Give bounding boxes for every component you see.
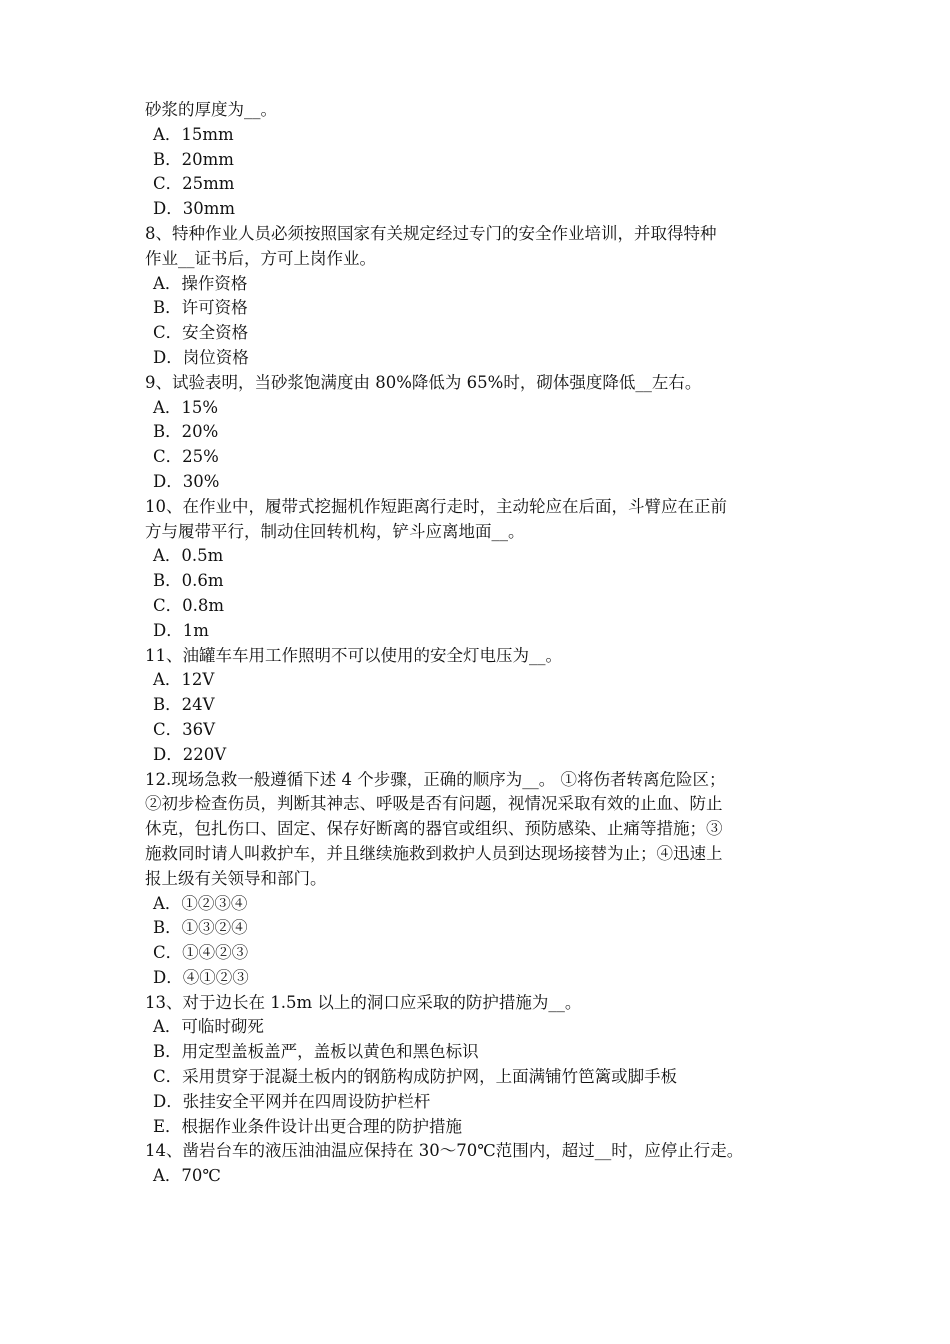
- question-text: ②初步检查伤员，判断其神志、呼吸是否有问题，视情况采取有效的止血、防止: [145, 794, 723, 814]
- answer-option: D．④①②③: [153, 967, 249, 987]
- answer-option: C．25%: [153, 447, 219, 467]
- answer-option: C．采用贯穿于混凝土板内的钢筋构成防护网，上面满铺竹笆篱或脚手板: [153, 1067, 678, 1087]
- answer-option: C．安全资格: [153, 323, 249, 343]
- answer-option: B．20%: [153, 422, 219, 442]
- question-text: 14、凿岩台车的液压油油温应保持在 30～70℃范围内，超过__时，应停止行走。: [145, 1141, 744, 1161]
- answer-option: A．70℃: [153, 1166, 221, 1186]
- question-text: 8、特种作业人员必须按照国家有关规定经过专门的安全作业培训，并取得特种: [145, 223, 717, 243]
- answer-option: A．①②③④: [153, 893, 248, 913]
- answer-option: D．30%: [153, 471, 220, 491]
- answer-option: D．220V: [153, 744, 227, 764]
- answer-option: A．0.5m: [153, 546, 224, 566]
- answer-option: B．0.6m: [153, 571, 224, 591]
- question-text: 11、油罐车车用工作照明不可以使用的安全灯电压为__。: [145, 645, 562, 665]
- answer-option: B．24V: [153, 695, 215, 715]
- answer-option: D．30mm: [153, 199, 236, 219]
- answer-option: D．张挂安全平网并在四周设防护栏杆: [153, 1091, 431, 1111]
- question-text: 报上级有关领导和部门。: [145, 868, 327, 888]
- answer-option: B．20mm: [153, 149, 234, 169]
- answer-option: D．1m: [153, 620, 209, 640]
- answer-option: A．可临时砌死: [153, 1017, 264, 1037]
- question-text: 13、对于边长在 1.5m 以上的洞口应采取的防护措施为__。: [145, 992, 582, 1012]
- answer-option: B．①③②④: [153, 918, 248, 938]
- question-text: 9、试验表明，当砂浆饱满度由 80%降低为 65%时，砌体强度降低__左右。: [145, 372, 702, 392]
- answer-option: E．根据作业条件设计出更合理的防护措施: [153, 1116, 463, 1136]
- question-text: 休克，包扎伤口、固定、保存好断离的器官或组织、预防感染、止痛等措施；③: [145, 819, 723, 839]
- question-text: 砂浆的厚度为__。: [145, 100, 277, 119]
- answer-option: C．①④②③: [153, 943, 249, 963]
- answer-option: A．12V: [153, 670, 215, 690]
- answer-option: C．0.8m: [153, 595, 225, 615]
- answer-option: D．岗位资格: [153, 347, 249, 367]
- answer-option: C．25mm: [153, 174, 235, 194]
- question-text: 作业__证书后，方可上岗作业。: [145, 248, 376, 268]
- document-page: [145, 98, 825, 1189]
- question-text: 施救同时请人叫救护车，并且继续施救到救护人员到达现场接替为止；④迅速上: [145, 843, 723, 863]
- answer-option: A．15%: [153, 397, 219, 417]
- answer-option: B．用定型盖板盖严，盖板以黄色和黑色标识: [153, 1042, 479, 1062]
- question-text: 方与履带平行，制动住回转机构，铲斗应离地面__。: [145, 521, 525, 541]
- answer-option: A．操作资格: [153, 273, 248, 293]
- answer-option: B．许可资格: [153, 298, 248, 318]
- answer-option: C．36V: [153, 719, 216, 739]
- question-text: 12.现场急救一般遵循下述 4 个步骤，正确的顺序为__。 ①将伤者转离危险区；: [145, 769, 726, 789]
- answer-option: A．15mm: [153, 124, 234, 144]
- question-text: 10、在作业中，履带式挖掘机作短距离行走时，主动轮应在后面，斗臂应在正前: [145, 496, 727, 516]
